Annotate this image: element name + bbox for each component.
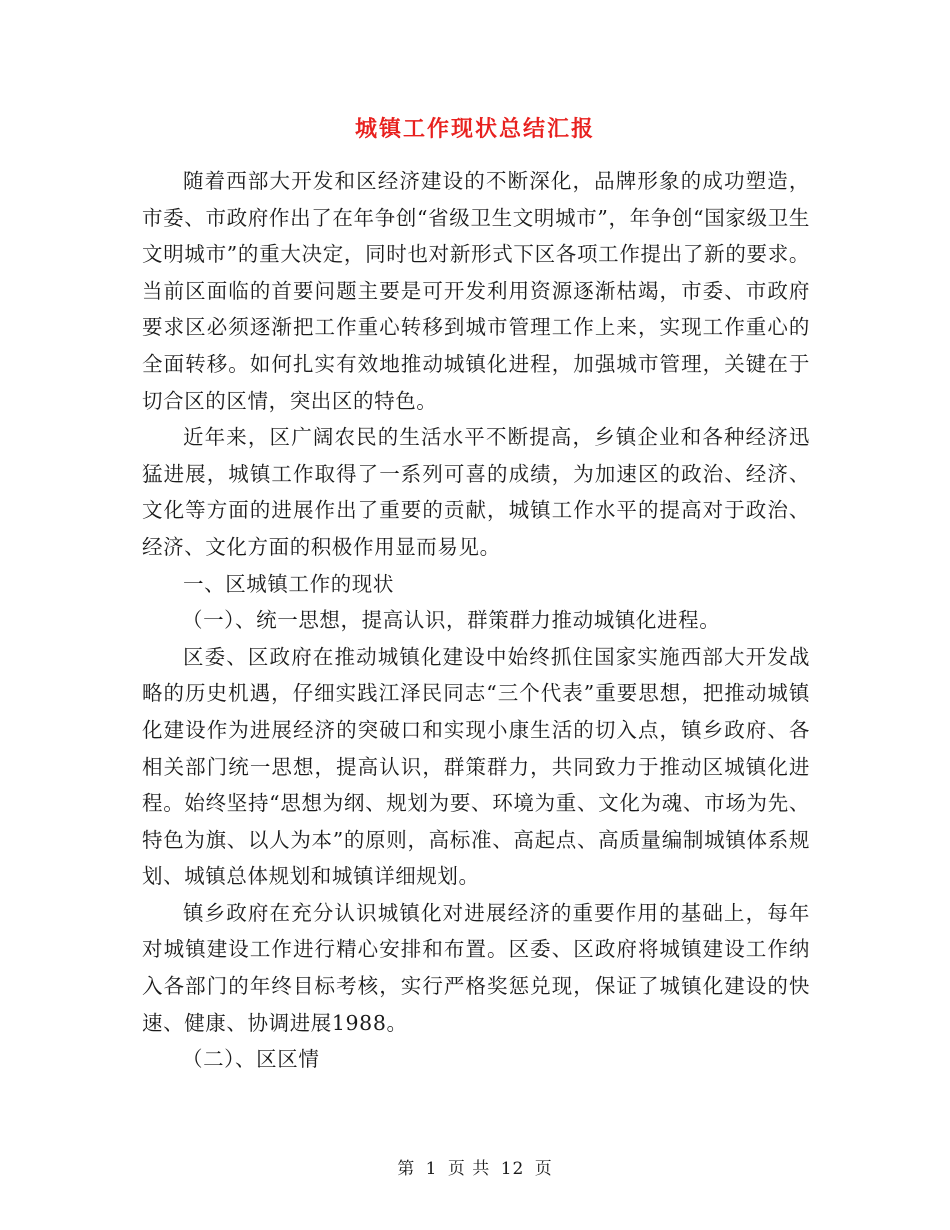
paragraph-recent-years: 近年来，区广阔农民的生活水平不断提高，乡镇企业和各种经济迅猛进展，城镇工作取得了一系列可喜的成绩，为加速区的政治、经济、文化等方面的进展作出了重要的贡献，城镇工作水平的提高对于政治、经济、文化方面的积极作用显而易见。 (142, 425, 810, 559)
footer-middle: 页 共 (447, 1159, 491, 1179)
document-title: 城镇工作现状总结汇报 (354, 116, 595, 142)
footer-suffix: 页 (534, 1159, 553, 1179)
page-footer (0, 1154, 950, 1179)
section-heading-1: 一、区城镇工作的现状 (183, 571, 394, 596)
paragraph-district-committee: 区委、区政府在推动城镇化建设中始终抓住国家实施西部大开发战略的历史机遇，仔细实践江泽民同志“三个代表”重要思想，把推动城镇化建设作为进展经济的突破口和实现小康生活的切入点，镇乡政府、各相关部门统一思想，提高认识，群策群力，共同致力于推动区城镇化进程。始终坚持“思想为纲、规划为要、环境为重、文化为魂、市场为先、特色为旗、以人为本”的原则，高标准、高起点、高质量编制城镇体系规划、城镇总体规划和城镇详细规划。 (142, 644, 810, 889)
paragraph-intro: 随着西部大开发和区经济建设的不断深化，品牌形象的成功塑造，市委、市政府作出了在年争创“省级卫生文明城市”，年争创“国家级卫生文明城市”的重大决定，同时也对新形式下区各项工作提出了新的要求。当前区面临的首要问题主要是可开发利用资源逐渐枯竭，市委、市政府要求区必须逐渐把工作重心转移到城市管理工作上来，实现工作重心的全面转移。如何扎实有效地推动城镇化进程，加强城市管理，关键在于切合区的区情，突出区的特色。 (142, 169, 810, 413)
footer-page-number: 1 (425, 1159, 438, 1179)
subsection-heading-2: （二）、区区情 (181, 1047, 320, 1072)
subsection-heading-1: （一）、统一思想，提高认识，群策群力推动城镇化进程。 (181, 608, 721, 633)
paragraph-township-government: 镇乡政府在充分认识城镇化对进展经济的重要作用的基础上，每年对城镇建设工作进行精心安排和布置。区委、区政府将城镇建设工作纳入各部门的年终目标考核，实行严格奖惩兑现，保证了城镇化建设的快速、健康、协调进展1988。 (142, 900, 810, 1035)
document-body (142, 163, 810, 1078)
footer-total-pages: 12 (500, 1159, 525, 1179)
footer-prefix: 第 (397, 1159, 416, 1179)
